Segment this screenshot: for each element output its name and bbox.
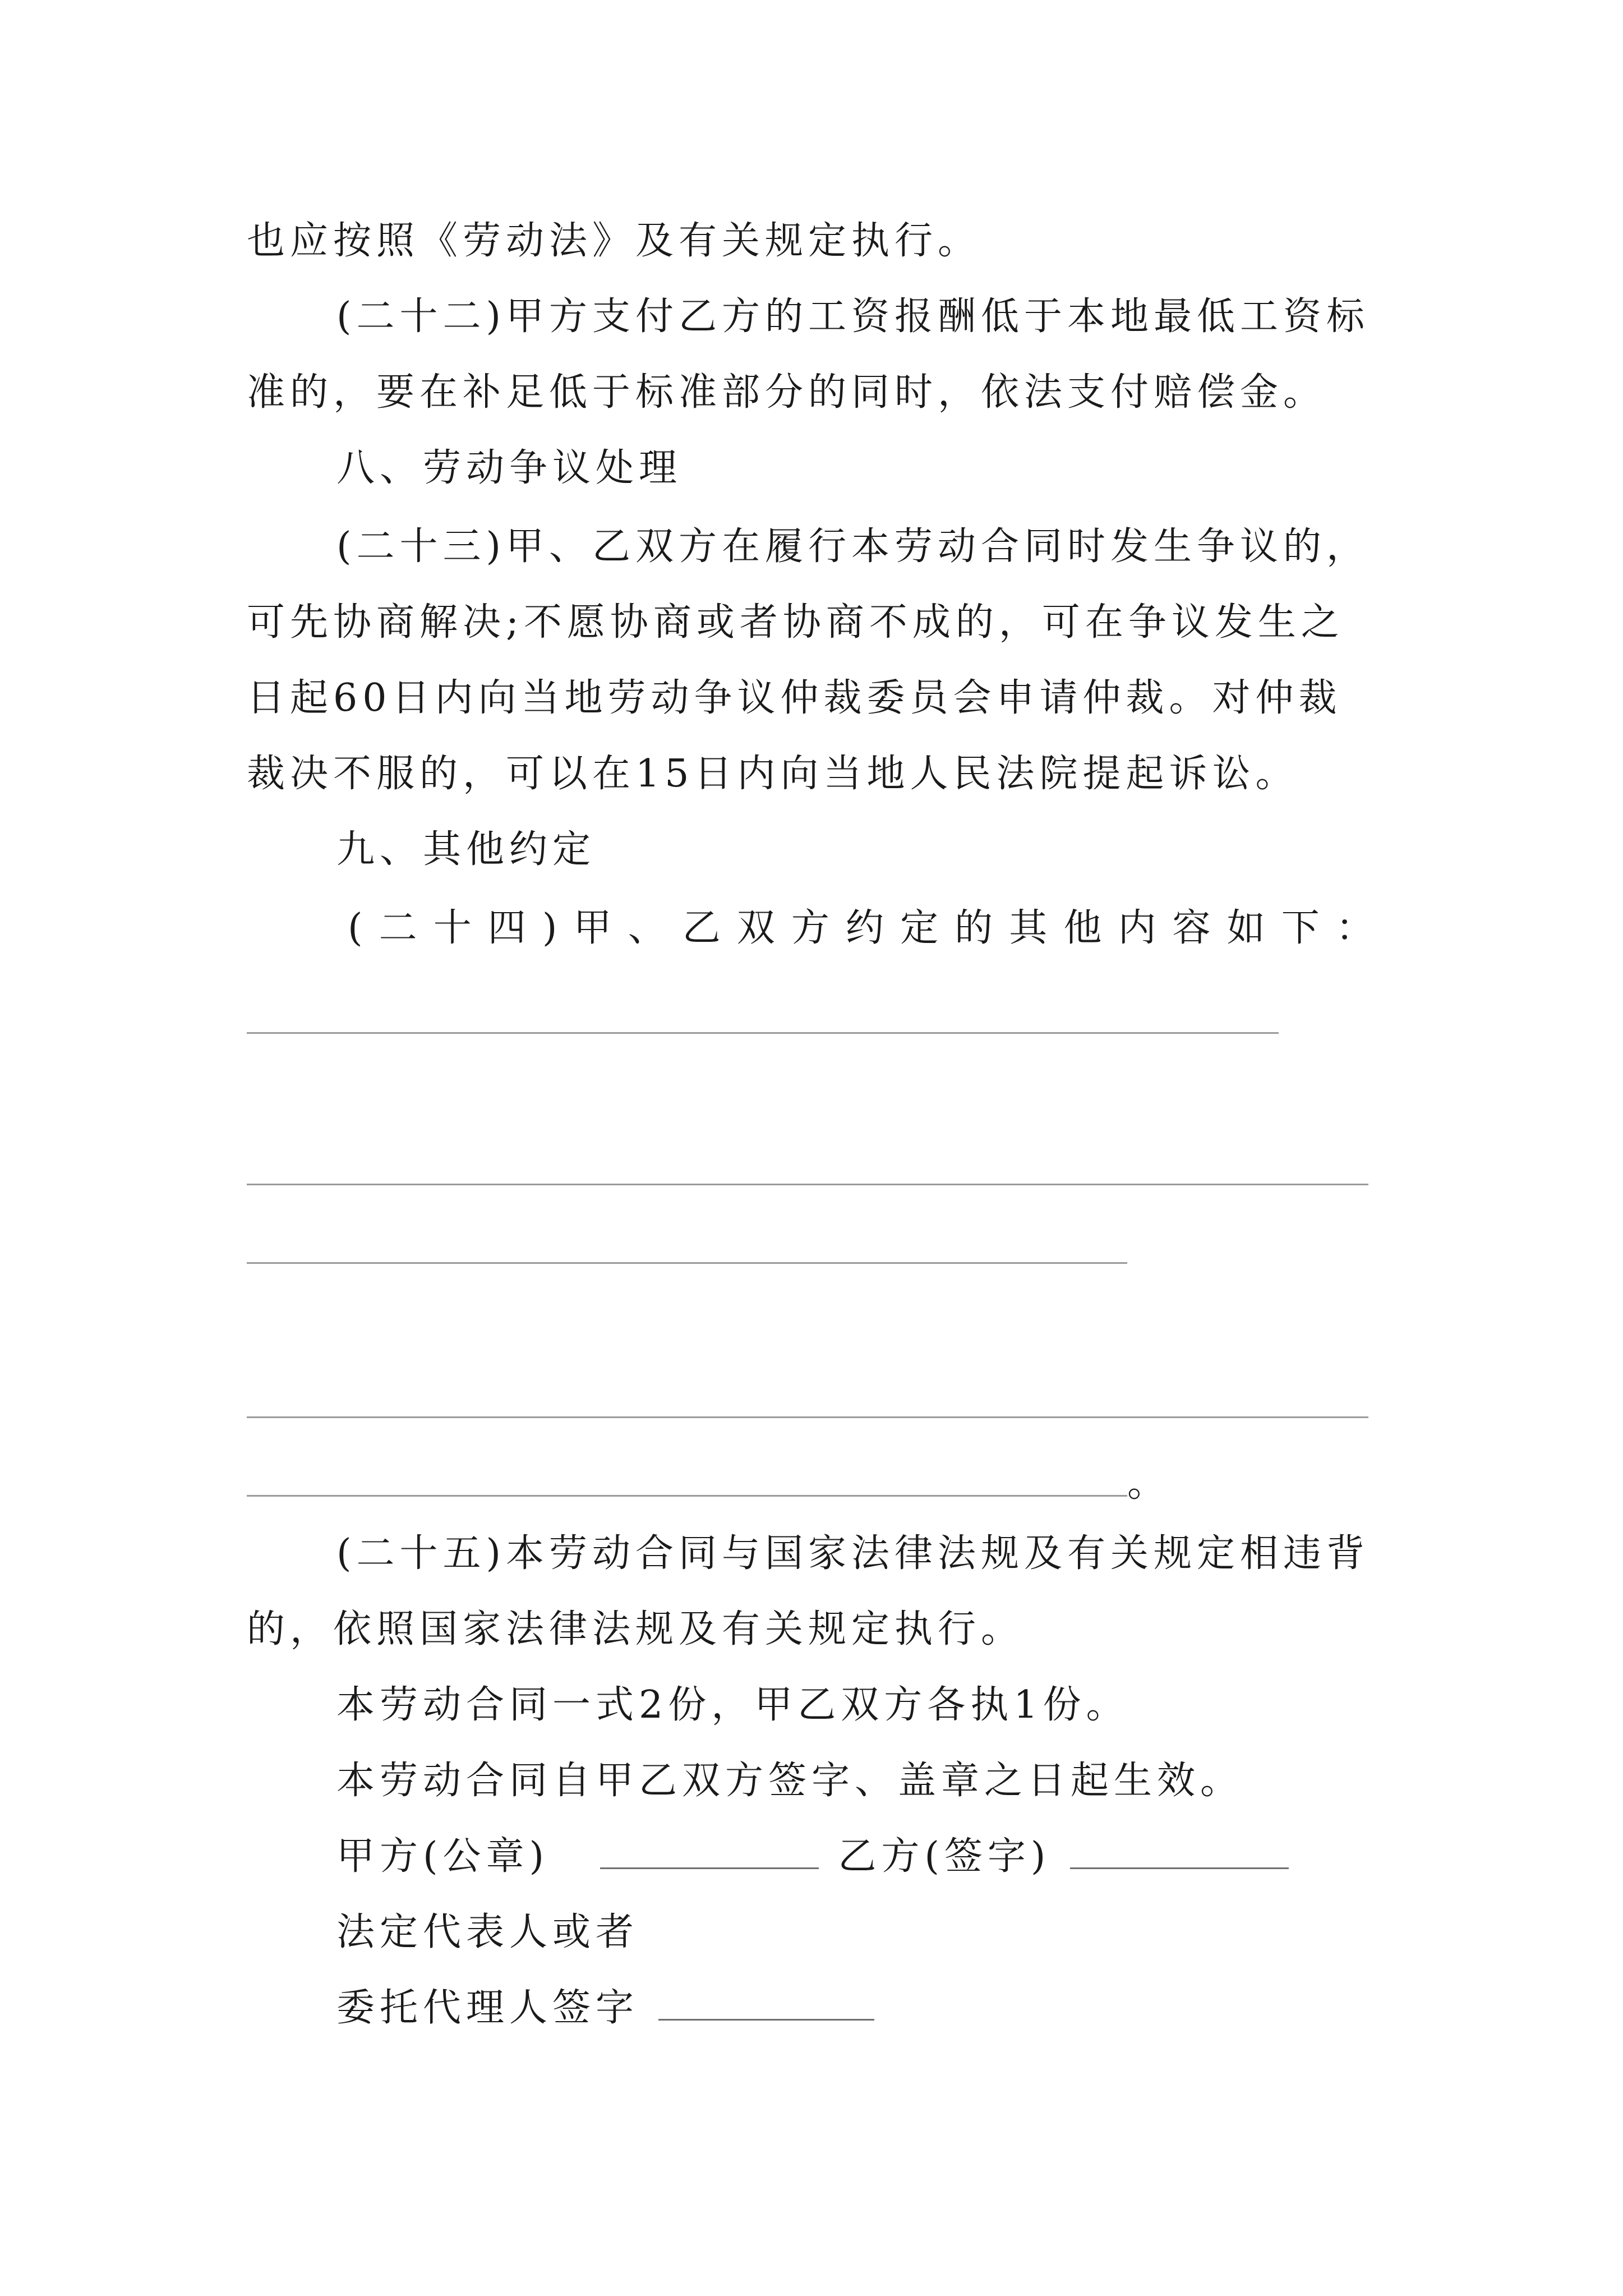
clause-23-line-1: (二十三)甲、乙双方在履行本劳动合同时发生争议的， [336,524,1370,569]
section-8-heading: 八、劳动争议处理 [336,446,683,490]
fill-in-rule-1 [247,1032,1279,1034]
effective-statement: 本劳动合同自甲乙双方签字、盖章之日起生效。 [336,1759,1244,1803]
fill-in-end-mark: 。 [1127,1461,1166,1506]
fill-in-rule-2 [247,1184,1368,1185]
clause-23-line-4: 裁决不服的，可以在15日内向当地人民法院提起诉讼。 [247,752,1299,796]
clause-22-line-2: 准的，要在补足低于标准部分的同时，依法支付赔偿金。 [247,370,1327,415]
clause-25-line-1: (二十五)本劳动合同与国家法律法规及有关规定相违背 [336,1531,1370,1576]
signature-row [336,1832,1291,1882]
clause-23-line-2: 可先协商解决;不愿协商或者协商不成的，可在争议发生之 [247,600,1344,645]
section-9-heading: 九、其他约定 [336,827,596,872]
fill-in-rule-3 [247,1262,1127,1264]
copies-statement: 本劳动合同一式2份，甲乙双方各执1份。 [336,1683,1129,1727]
legal-rep-label: 法定代表人或者 [336,1910,639,1954]
text-line-1: 也应按照《劳动法》及有关规定执行。 [247,219,981,263]
party-a-seal-blank[interactable] [600,1833,819,1869]
clause-24-line: ( 二 十 四 ) 甲 、 乙 双 方 约 定 的 其 他 内 容 如 下 ： [348,906,1374,950]
fill-in-rule-5 [247,1495,1127,1497]
agent-label: 委托代理人签字 [336,1986,639,2030]
party-b-sign-blank[interactable] [1070,1833,1289,1869]
party-a-label: 甲方(公章) [336,1834,550,1879]
party-b-label: 乙方(签字) [838,1834,1051,1879]
fill-in-rule-4 [247,1416,1368,1418]
clause-23-line-3: 日起60日内向当地劳动争议仲裁委员会申请仲裁。对仲裁 [247,676,1342,720]
clause-22-line-1: (二十二)甲方支付乙方的工资报酬低于本地最低工资标 [336,295,1370,339]
clause-25-line-2: 的，依照国家法律法规及有关规定执行。 [247,1607,1025,1651]
agent-sign-blank[interactable] [658,1984,874,2021]
agent-row [336,1983,877,2033]
